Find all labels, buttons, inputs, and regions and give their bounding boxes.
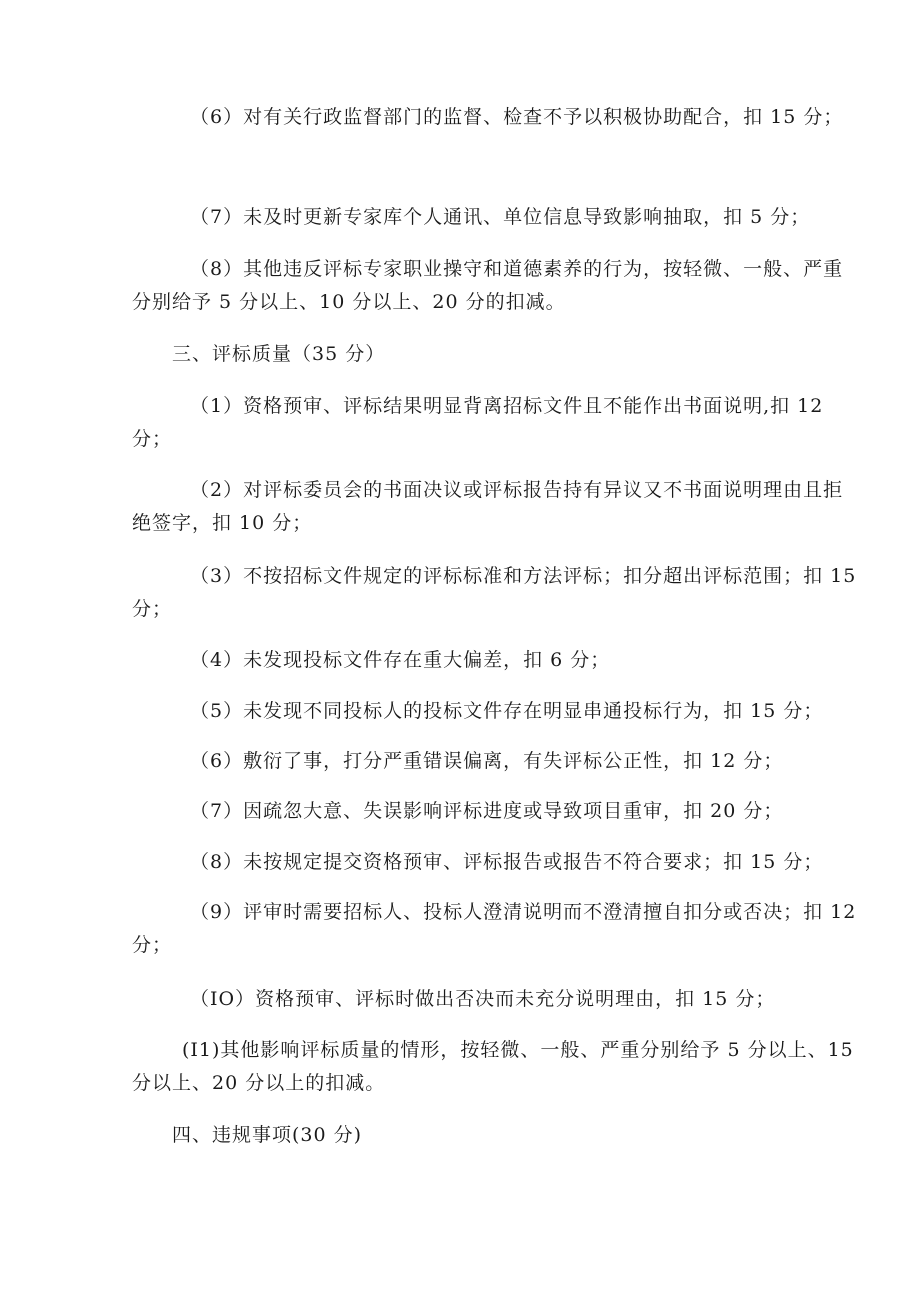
item-3-4: （4）未发现投标文件存在重大偏差，扣 6 分；: [190, 649, 611, 671]
item-3-11: (I1)其他影响评标质量的情形，按轻微、一般、严重分别给予 5 分以上、15 分以上、20 分以上的扣减。: [132, 1039, 854, 1094]
section-three-heading: 三、评标质量（35 分）: [172, 343, 386, 365]
item-3-6: （6）敷衍了事，打分严重错误偏离，有失评标公正性，扣 12 分；: [190, 750, 784, 772]
section-four-heading: 四、违规事项(30 分): [172, 1124, 363, 1146]
item-3-1: （1）资格预审、评标结果明显背离招标文件且不能作出书面说明,扣 12 分；: [132, 395, 824, 450]
item-2-7: （7）未及时更新专家库个人通讯、单位信息导致影响抽取，扣 5 分；: [190, 206, 811, 228]
item-3-3: （3）不按招标文件规定的评标标准和方法评标；扣分超出评标范围；扣 15 分；: [132, 565, 857, 620]
item-3-7: （7）因疏忽大意、失误影响评标进度或导致项目重审，扣 20 分；: [190, 800, 784, 822]
item-3-10: （IO）资格预审、评标时做出否决而未充分说明理由，扣 15 分；: [190, 988, 776, 1010]
item-3-8: （8）未按规定提交资格预审、评标报告或报告不符合要求；扣 15 分；: [190, 851, 824, 873]
item-2-8: （8）其他违反评标专家职业操守和道德素养的行为，按轻微、一般、严重分别给予 5 分以上、10 分以上、20 分的扣减。: [132, 258, 844, 313]
item-3-5: （5）未发现不同投标人的投标文件存在明显串通投标行为，扣 15 分；: [190, 700, 824, 722]
item-2-6: （6）对有关行政监督部门的监督、检查不予以积极协助配合，扣 15 分；: [190, 106, 844, 128]
item-3-2: （2）对评标委员会的书面决议或评标报告持有异议又不书面说明理由且拒绝签字，扣 10 分；: [132, 479, 844, 534]
item-3-9: （9）评审时需要招标人、投标人澄清说明而不澄清擅自扣分或否决；扣 12 分；: [132, 901, 857, 956]
